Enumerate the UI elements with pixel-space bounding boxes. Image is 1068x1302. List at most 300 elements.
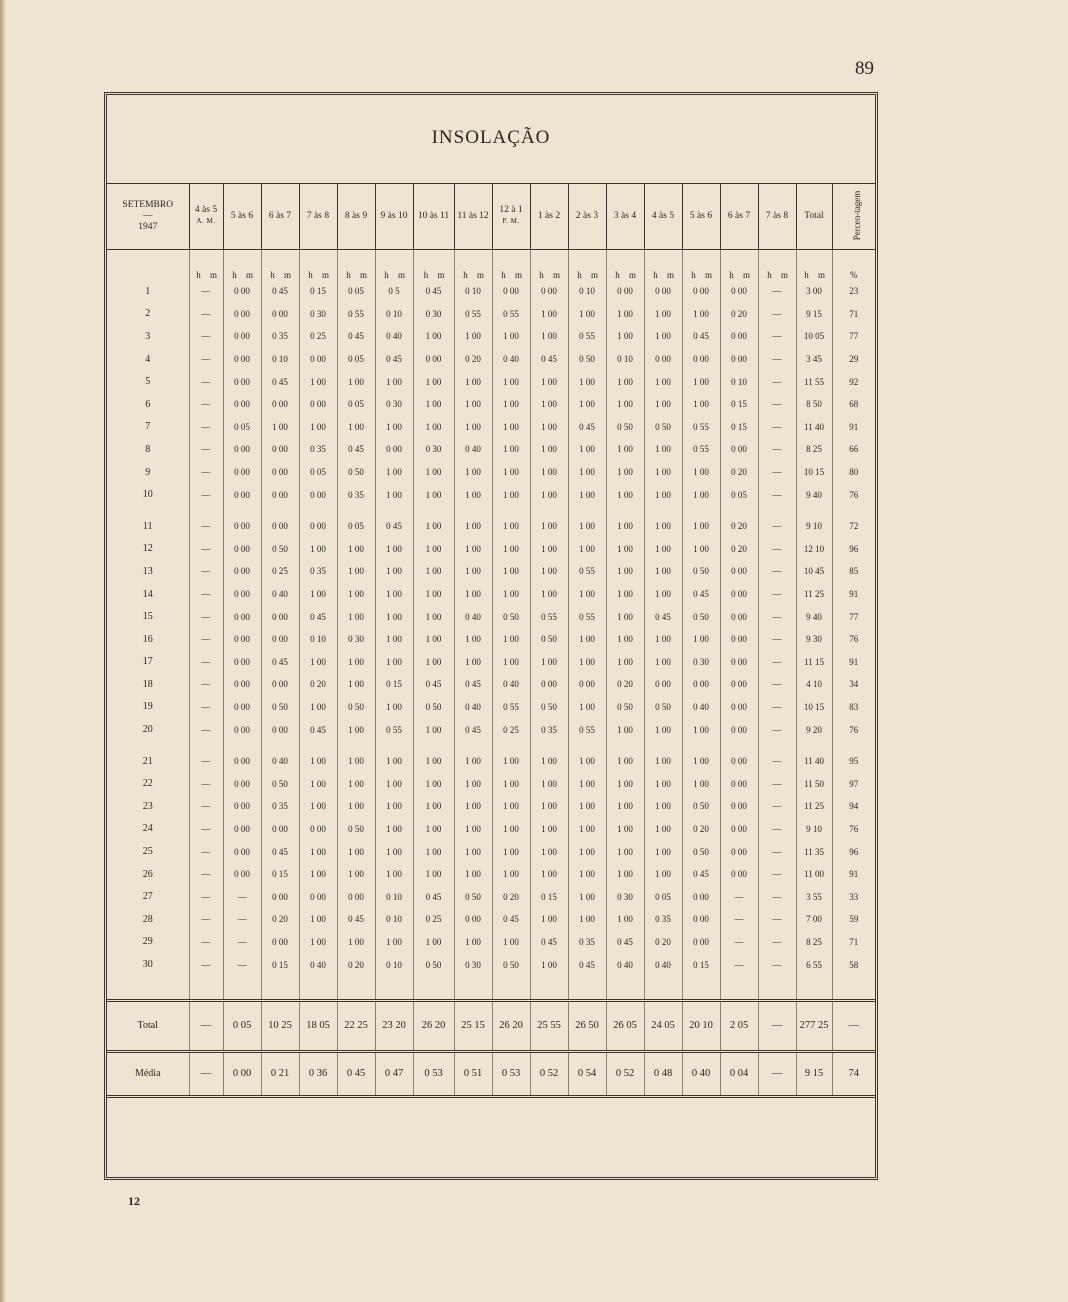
value-cell: 1 00 xyxy=(413,370,454,393)
value-cell: — xyxy=(189,461,223,484)
total-header: Total xyxy=(796,183,832,250)
value-cell: 0 00 xyxy=(375,438,413,461)
value-cell: 1 00 xyxy=(375,696,413,719)
units-cell xyxy=(375,250,413,281)
value-cell: 1 00 xyxy=(299,583,337,606)
value-cell: 0 35 xyxy=(261,325,299,348)
day-cell: 28 xyxy=(107,908,189,931)
value-cell: 11 40 xyxy=(796,416,832,439)
value-cell: 0 00 xyxy=(261,515,299,538)
value-cell: 9 15 xyxy=(796,303,832,326)
value-cell: 1 00 xyxy=(375,370,413,393)
value-cell: 0 50 xyxy=(682,605,720,628)
value-cell: 0 00 xyxy=(223,673,261,696)
value-cell: 0 25 xyxy=(492,718,530,741)
gap-cell xyxy=(832,506,875,515)
unit-minutes: m xyxy=(552,270,560,280)
value-cell: 0 30 xyxy=(682,651,720,674)
value-cell: 1 00 xyxy=(530,560,568,583)
hour-header-2-3: 2 às 3 xyxy=(568,183,606,250)
percent-cell: 91 xyxy=(849,421,859,432)
spacer-cell xyxy=(606,976,644,1001)
value-cell: 0 50 xyxy=(337,461,375,484)
units-cell xyxy=(223,250,261,281)
value-cell: 1 00 xyxy=(568,908,606,931)
value-cell: 0 50 xyxy=(261,696,299,719)
value-cell: 0 00 xyxy=(682,908,720,931)
value-cell: 1 00 xyxy=(644,438,682,461)
value-cell: 1 00 xyxy=(530,325,568,348)
value-cell: 1 00 xyxy=(492,628,530,651)
total-label: Total xyxy=(107,1000,189,1051)
day-cell: 26 xyxy=(107,863,189,886)
value-cell: 1 00 xyxy=(492,560,530,583)
unit-minutes: m xyxy=(514,270,522,280)
value-cell: 1 00 xyxy=(530,461,568,484)
value-cell: 1 00 xyxy=(337,772,375,795)
value-cell: 0 45 xyxy=(454,718,492,741)
hour-header-6-7-pm: 6 às 7 xyxy=(720,183,758,250)
value-cell: 0 50 xyxy=(682,840,720,863)
value-cell: 1 00 xyxy=(644,483,682,506)
value-cell: — xyxy=(758,840,796,863)
unit-hours: h xyxy=(463,270,468,280)
value-cell: 1 00 xyxy=(492,438,530,461)
value-cell: 0 15 xyxy=(720,416,758,439)
value-cell: 1 00 xyxy=(454,795,492,818)
value-cell: 0 15 xyxy=(530,885,568,908)
value-cell: 1 00 xyxy=(606,325,644,348)
value-cell: 0 50 xyxy=(261,538,299,561)
spacer-cell xyxy=(720,976,758,1001)
value-cell: 0 10 xyxy=(375,885,413,908)
units-cell xyxy=(261,250,299,281)
value-cell: 1 00 xyxy=(606,483,644,506)
value-cell: 1 00 xyxy=(413,393,454,416)
value-cell: 0 00 xyxy=(223,280,261,303)
table-row xyxy=(107,840,899,863)
value-cell: 0 15 xyxy=(682,953,720,976)
value-cell: 0 00 xyxy=(261,303,299,326)
value-cell: 22 25 xyxy=(337,1000,375,1051)
value-cell: 1 00 xyxy=(568,651,606,674)
gap-cell xyxy=(682,506,720,515)
table-row xyxy=(107,908,899,931)
value-cell: 1 00 xyxy=(375,583,413,606)
month-header: SETEMBRO — 1947 xyxy=(107,183,189,250)
gap-cell xyxy=(299,506,337,515)
value-cell: — xyxy=(758,908,796,931)
value-cell: 0 40 xyxy=(492,348,530,371)
table-row xyxy=(107,416,899,439)
value-cell: — xyxy=(189,348,223,371)
day-cell: 9 xyxy=(107,461,189,484)
hour-header-4-5-pm: 4 às 5 xyxy=(644,183,682,250)
unit-percent: % xyxy=(850,270,858,280)
value-cell: — xyxy=(189,818,223,841)
value-cell: 0 00 xyxy=(261,718,299,741)
value-cell: — xyxy=(189,840,223,863)
value-cell: 1 00 xyxy=(530,908,568,931)
value-cell: 1 00 xyxy=(413,651,454,674)
value-cell: 1 00 xyxy=(413,605,454,628)
table-row xyxy=(107,483,899,506)
value-cell: 0 40 xyxy=(375,325,413,348)
value-cell: — xyxy=(758,718,796,741)
book-spine-shadow xyxy=(0,0,6,1302)
units-cell xyxy=(644,250,682,281)
value-cell: — xyxy=(758,325,796,348)
table-row xyxy=(107,750,899,773)
value-cell: 9 20 xyxy=(796,718,832,741)
gap-cell xyxy=(682,741,720,750)
percent-cell: 96 xyxy=(849,543,859,554)
value-cell: 1 00 xyxy=(682,483,720,506)
unit-minutes: m xyxy=(283,270,291,280)
value-cell: 0 00 xyxy=(223,438,261,461)
unit-minutes: m xyxy=(209,270,217,280)
value-cell: 1 00 xyxy=(492,461,530,484)
value-cell: 1 00 xyxy=(492,583,530,606)
value-cell: 25 55 xyxy=(530,1000,568,1051)
value-cell: 1 00 xyxy=(682,461,720,484)
hour-header-9-10: 9 às 10 xyxy=(375,183,413,250)
value-cell: 1 00 xyxy=(492,651,530,674)
value-cell: 0 45 xyxy=(530,348,568,371)
group-gap xyxy=(107,741,899,750)
value-cell: 0 45 xyxy=(644,605,682,628)
value-cell: 1 00 xyxy=(644,750,682,773)
value-cell: 1 00 xyxy=(299,863,337,886)
value-cell: 0 45 xyxy=(454,673,492,696)
value-cell: 0 00 xyxy=(454,908,492,931)
units-cell xyxy=(568,250,606,281)
value-cell: 0 00 xyxy=(261,673,299,696)
value-cell: 0 40 xyxy=(299,953,337,976)
value-cell: — xyxy=(189,483,223,506)
value-cell: — xyxy=(758,461,796,484)
day-cell: 10 xyxy=(107,483,189,506)
gap-cell xyxy=(107,741,189,750)
value-cell: 0 00 xyxy=(223,1051,261,1096)
unit-minutes: m xyxy=(437,270,445,280)
value-cell: 10 05 xyxy=(796,325,832,348)
percent-cell: 77 xyxy=(849,611,859,622)
value-cell: 1 00 xyxy=(682,515,720,538)
value-cell: 1 00 xyxy=(413,750,454,773)
value-cell: — xyxy=(189,673,223,696)
value-cell: 1 00 xyxy=(492,483,530,506)
percent-cell: 72 xyxy=(849,521,859,532)
value-cell: 1 00 xyxy=(568,750,606,773)
value-cell: 1 00 xyxy=(375,795,413,818)
value-cell: 1 00 xyxy=(413,863,454,886)
units-cell xyxy=(492,250,530,281)
percent-cell: 71 xyxy=(849,308,859,319)
value-cell: 1 00 xyxy=(492,325,530,348)
value-cell: 1 00 xyxy=(644,718,682,741)
unit-hours: h xyxy=(346,270,351,280)
gap-cell xyxy=(454,506,492,515)
day-cell: 25 xyxy=(107,840,189,863)
value-cell: 0 00 xyxy=(223,863,261,886)
value-cell: 0 00 xyxy=(261,483,299,506)
value-cell: 1 00 xyxy=(337,750,375,773)
percent-cell: 91 xyxy=(849,656,859,667)
percent-cell: — xyxy=(832,1000,875,1051)
value-cell: 1 00 xyxy=(682,538,720,561)
value-cell: 1 00 xyxy=(337,538,375,561)
value-cell: — xyxy=(758,1000,796,1051)
value-cell: 1 00 xyxy=(606,772,644,795)
value-cell: — xyxy=(189,651,223,674)
value-cell: 0 35 xyxy=(299,560,337,583)
value-cell: — xyxy=(189,416,223,439)
value-cell: 0 20 xyxy=(644,931,682,954)
value-cell: — xyxy=(758,538,796,561)
unit-hours: h xyxy=(270,270,275,280)
value-cell: 0 00 xyxy=(720,818,758,841)
value-cell: 1 00 xyxy=(454,393,492,416)
unit-minutes: m xyxy=(245,270,253,280)
value-cell: 1 00 xyxy=(375,931,413,954)
value-cell: 1 00 xyxy=(299,931,337,954)
value-cell: 0 30 xyxy=(337,628,375,651)
unit-hours: h xyxy=(423,270,429,280)
value-cell: 1 00 xyxy=(644,651,682,674)
gap-cell xyxy=(413,741,454,750)
value-cell: 0 40 xyxy=(644,953,682,976)
value-cell: 0 15 xyxy=(261,953,299,976)
value-cell: 1 00 xyxy=(568,885,606,908)
value-cell: 3 55 xyxy=(796,885,832,908)
value-cell: — xyxy=(758,772,796,795)
value-cell: 0 45 xyxy=(413,885,454,908)
gap-cell xyxy=(568,741,606,750)
value-cell: 1 00 xyxy=(606,628,644,651)
percent-cell: 33 xyxy=(849,891,859,902)
spacer-cell xyxy=(454,976,492,1001)
value-cell: 0 10 xyxy=(375,908,413,931)
value-cell: 9 40 xyxy=(796,483,832,506)
gap-cell xyxy=(644,741,682,750)
value-cell: 0 40 xyxy=(492,673,530,696)
value-cell: 1 00 xyxy=(454,772,492,795)
day-cell: 22 xyxy=(107,772,189,795)
spacer-cell xyxy=(261,976,299,1001)
spacer-cell xyxy=(568,976,606,1001)
value-cell: 0 45 xyxy=(413,280,454,303)
value-cell: 1 00 xyxy=(606,605,644,628)
hour-header-11-12: 11 às 12 xyxy=(454,183,492,250)
table-row xyxy=(107,303,899,326)
value-cell: 1 00 xyxy=(413,583,454,606)
value-cell: 0 00 xyxy=(720,583,758,606)
value-cell: 0 50 xyxy=(682,795,720,818)
units-cell xyxy=(413,250,454,281)
percent-header: Percen-tagem xyxy=(832,183,875,250)
day-cell: 19 xyxy=(107,696,189,719)
value-cell: 11 15 xyxy=(796,651,832,674)
value-cell: 1 00 xyxy=(530,772,568,795)
table-row xyxy=(107,772,899,795)
value-cell: 0 00 xyxy=(644,348,682,371)
value-cell: 0 00 xyxy=(299,348,337,371)
value-cell: 1 00 xyxy=(568,863,606,886)
units-cell xyxy=(530,250,568,281)
spacer-cell xyxy=(682,976,720,1001)
value-cell: 0 25 xyxy=(413,908,454,931)
value-cell: — xyxy=(758,583,796,606)
value-cell: 1 00 xyxy=(454,840,492,863)
value-cell: 0 00 xyxy=(720,348,758,371)
value-cell: 0 10 xyxy=(375,303,413,326)
value-cell: 1 00 xyxy=(606,718,644,741)
value-cell: 1 00 xyxy=(682,718,720,741)
hour-header-6-7: 6 às 7 xyxy=(261,183,299,250)
value-cell: — xyxy=(189,628,223,651)
value-cell: 1 00 xyxy=(375,416,413,439)
value-cell: — xyxy=(223,931,261,954)
percent-cell: 94 xyxy=(849,801,859,812)
value-cell: 1 00 xyxy=(413,560,454,583)
gap-cell xyxy=(375,506,413,515)
gap-cell xyxy=(568,506,606,515)
spacer-cell xyxy=(530,976,568,1001)
value-cell: 0 45 xyxy=(337,438,375,461)
value-cell: 1 00 xyxy=(492,750,530,773)
value-cell: 0 55 xyxy=(568,605,606,628)
value-cell: — xyxy=(758,416,796,439)
value-cell: — xyxy=(189,370,223,393)
day-cell: 30 xyxy=(107,953,189,976)
value-cell: 1 00 xyxy=(568,515,606,538)
value-cell: 1 00 xyxy=(682,393,720,416)
unit-hours: h xyxy=(308,270,313,280)
value-cell: 0 45 xyxy=(261,280,299,303)
table-row xyxy=(107,370,899,393)
value-cell: 1 00 xyxy=(682,303,720,326)
value-cell: 0 00 xyxy=(720,840,758,863)
table-row xyxy=(107,628,899,651)
value-cell: 1 00 xyxy=(375,772,413,795)
value-cell: 0 00 xyxy=(682,673,720,696)
value-cell: 0 00 xyxy=(720,750,758,773)
value-cell: 1 00 xyxy=(413,461,454,484)
value-cell: 1 00 xyxy=(299,750,337,773)
unit-minutes: m xyxy=(817,270,825,280)
value-cell: 0 20 xyxy=(261,908,299,931)
value-cell: 1 00 xyxy=(644,818,682,841)
value-cell: 0 45 xyxy=(682,325,720,348)
value-cell: 3 00 xyxy=(796,280,832,303)
value-cell: 0 20 xyxy=(454,348,492,371)
value-cell: 1 00 xyxy=(492,818,530,841)
value-cell: 0 10 xyxy=(568,280,606,303)
value-cell: — xyxy=(758,605,796,628)
percent-cell: 58 xyxy=(849,959,859,970)
value-cell: 23 20 xyxy=(375,1000,413,1051)
value-cell: 0 00 xyxy=(720,863,758,886)
spacer-cell xyxy=(492,976,530,1001)
value-cell: 0 00 xyxy=(568,673,606,696)
spacer-cell xyxy=(223,976,261,1001)
value-cell: 8 25 xyxy=(796,438,832,461)
spacer-cell xyxy=(758,976,796,1001)
value-cell: 10 25 xyxy=(261,1000,299,1051)
value-cell: 1 00 xyxy=(299,696,337,719)
percent-cell: 85 xyxy=(849,566,859,577)
value-cell: — xyxy=(189,438,223,461)
value-cell: — xyxy=(758,280,796,303)
value-cell: 0 30 xyxy=(375,393,413,416)
value-cell: 0 53 xyxy=(492,1051,530,1096)
value-cell: 1 00 xyxy=(530,393,568,416)
units-cell xyxy=(454,250,492,281)
value-cell: 0 45 xyxy=(492,908,530,931)
value-cell: 1 00 xyxy=(530,370,568,393)
value-cell: 1 00 xyxy=(375,538,413,561)
gap-cell xyxy=(107,506,189,515)
value-cell: 1 00 xyxy=(644,461,682,484)
value-cell: 0 45 xyxy=(682,863,720,886)
value-cell: 1 00 xyxy=(413,483,454,506)
value-cell: 0 00 xyxy=(720,651,758,674)
value-cell: — xyxy=(189,908,223,931)
value-cell: 10 45 xyxy=(796,560,832,583)
day-cell: 12 xyxy=(107,538,189,561)
value-cell: 0 00 xyxy=(682,885,720,908)
unit-minutes: m xyxy=(359,270,367,280)
value-cell: 20 10 xyxy=(682,1000,720,1051)
value-cell: 0 00 xyxy=(720,696,758,719)
value-cell: 0 10 xyxy=(606,348,644,371)
value-cell: 0 05 xyxy=(337,280,375,303)
spacer-cell xyxy=(375,976,413,1001)
unit-hours: h xyxy=(691,270,696,280)
value-cell: — xyxy=(720,931,758,954)
insolation-table xyxy=(107,183,899,1098)
value-cell: 0 50 xyxy=(530,628,568,651)
value-cell: 0 00 xyxy=(223,696,261,719)
value-cell: 0 05 xyxy=(337,515,375,538)
value-cell: 0 00 xyxy=(261,818,299,841)
value-cell: 1 00 xyxy=(375,461,413,484)
value-cell: 0 00 xyxy=(299,515,337,538)
value-cell: 0 36 xyxy=(299,1051,337,1096)
value-cell: 1 00 xyxy=(492,863,530,886)
day-cell: 20 xyxy=(107,718,189,741)
value-cell: 0 00 xyxy=(223,718,261,741)
value-cell: 1 00 xyxy=(299,370,337,393)
gap-cell xyxy=(530,506,568,515)
value-cell: 1 00 xyxy=(375,863,413,886)
value-cell: — xyxy=(189,772,223,795)
hour-header-5-6: 5 às 6 xyxy=(223,183,261,250)
gap-cell xyxy=(299,741,337,750)
value-cell: 1 00 xyxy=(568,818,606,841)
value-cell: 0 10 xyxy=(720,370,758,393)
value-cell: 0 10 xyxy=(454,280,492,303)
unit-minutes: m xyxy=(666,270,674,280)
value-cell: 0 51 xyxy=(454,1051,492,1096)
value-cell: 0 00 xyxy=(606,280,644,303)
value-cell: 26 20 xyxy=(413,1000,454,1051)
value-cell: — xyxy=(189,538,223,561)
value-cell: 1 00 xyxy=(568,538,606,561)
gap-cell xyxy=(337,506,375,515)
value-cell: 1 00 xyxy=(606,818,644,841)
